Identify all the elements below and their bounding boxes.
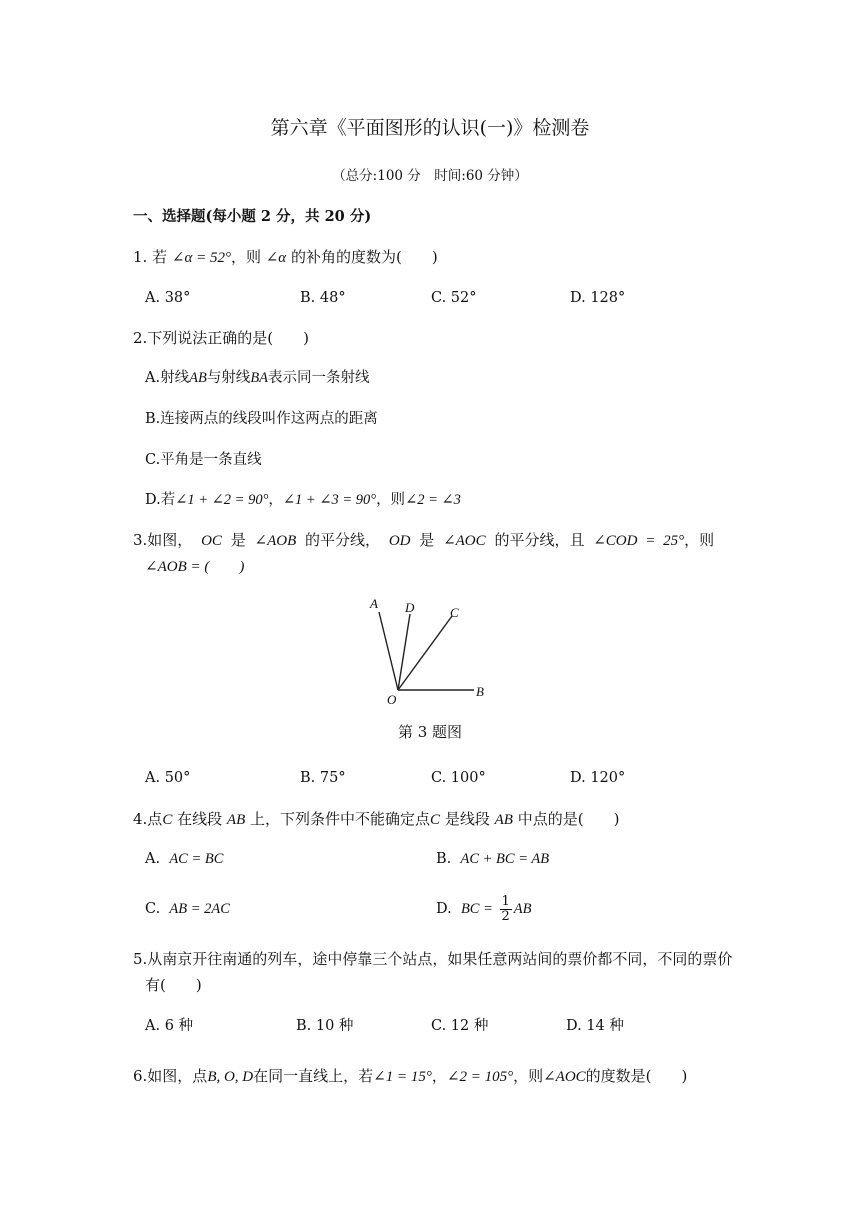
question-5-stem-line-2: 有( ) xyxy=(145,976,202,994)
question-3-option-a: A. 50° xyxy=(145,770,191,786)
question-4-option-d: D. BC = $\frac{1}{2}$ AB xyxy=(436,893,532,924)
question-5-option-b: B. 10 种 xyxy=(296,1018,354,1034)
question-5-option-a: A. 6 种 xyxy=(145,1018,194,1034)
question-2-option-b: B.连接两点的线段叫作这两点的距离 xyxy=(145,411,378,427)
page-subtitle: （总分:100 分 时间:60 分钟） xyxy=(332,168,528,184)
label-c: C xyxy=(450,605,459,620)
question-1-option-b: B. 48° xyxy=(300,290,346,306)
question-3-stem-line-2: ∠AOB = ( ) xyxy=(145,559,245,575)
question-3-option-b: B. 75° xyxy=(300,770,346,786)
label-a: A xyxy=(370,596,378,611)
question-6-stem: 6.如图，点B, O, D在同一直线上，若∠1 = 15°，∠2 = 105°，则∠AOC的度数是( ) xyxy=(133,1067,688,1085)
label-o: O xyxy=(387,692,397,707)
question-1-stem: 1. 若 ∠α = 52°，则 ∠α 的补角的度数为( ) xyxy=(133,248,438,266)
ray-oc xyxy=(398,616,452,690)
question-5-option-c: C. 12 种 xyxy=(431,1018,489,1034)
figure-3-angle-diagram xyxy=(362,592,502,710)
question-4-option-c: C. AB = 2AC xyxy=(145,901,230,917)
question-5-option-d: D. 14 种 xyxy=(566,1018,624,1034)
label-b: B xyxy=(476,684,484,699)
question-2-option-d: D.若∠1 + ∠2 = 90°，∠1 + ∠3 = 90°，则∠2 = ∠3 xyxy=(145,492,461,508)
question-2-stem: 2.下列说法正确的是( ) xyxy=(133,329,310,347)
question-1-option-a: A. 38° xyxy=(145,290,191,306)
question-4-option-a: A. AC = BC xyxy=(145,851,224,867)
question-2-option-a: A.射线AB与射线BA表示同一条射线 xyxy=(145,370,370,386)
label-d: D xyxy=(405,600,415,615)
question-3-option-d: D. 120° xyxy=(570,770,626,786)
fraction-one-half: $\frac{1}{2}$ xyxy=(501,893,510,924)
section-heading: 一、选择题(每小题 2 分，共 20 分) xyxy=(133,208,372,225)
figure-3-caption: 第 3 题图 xyxy=(397,723,463,741)
question-4-option-b: B. AC + BC = AB xyxy=(436,851,550,867)
ray-od xyxy=(398,614,410,690)
question-3-option-c: C. 100° xyxy=(431,770,486,786)
question-1-option-d: D. 128° xyxy=(570,290,626,306)
question-5-stem-line-1: 5.从南京开往南通的列车，途中停靠三个站点，如果任意两站间的票价都不同，不同的票价 xyxy=(133,950,733,968)
question-4-stem: 4.点C 在线段 AB 上，下列条件中不能确定点C 是线段 AB 中点的是( ) xyxy=(133,810,620,828)
question-2-option-c: C.平角是一条直线 xyxy=(145,452,262,468)
question-1-option-c: C. 52° xyxy=(431,290,477,306)
page-title: 第六章《平面图形的认识(一)》检测卷 xyxy=(270,117,590,139)
question-3-stem: 3.如图， OC 是 ∠AOB 的平分线， OD 是 ∠AOC 的平分线，且 ∠COD = 25°，则 xyxy=(133,531,715,549)
ray-oa xyxy=(379,612,398,690)
